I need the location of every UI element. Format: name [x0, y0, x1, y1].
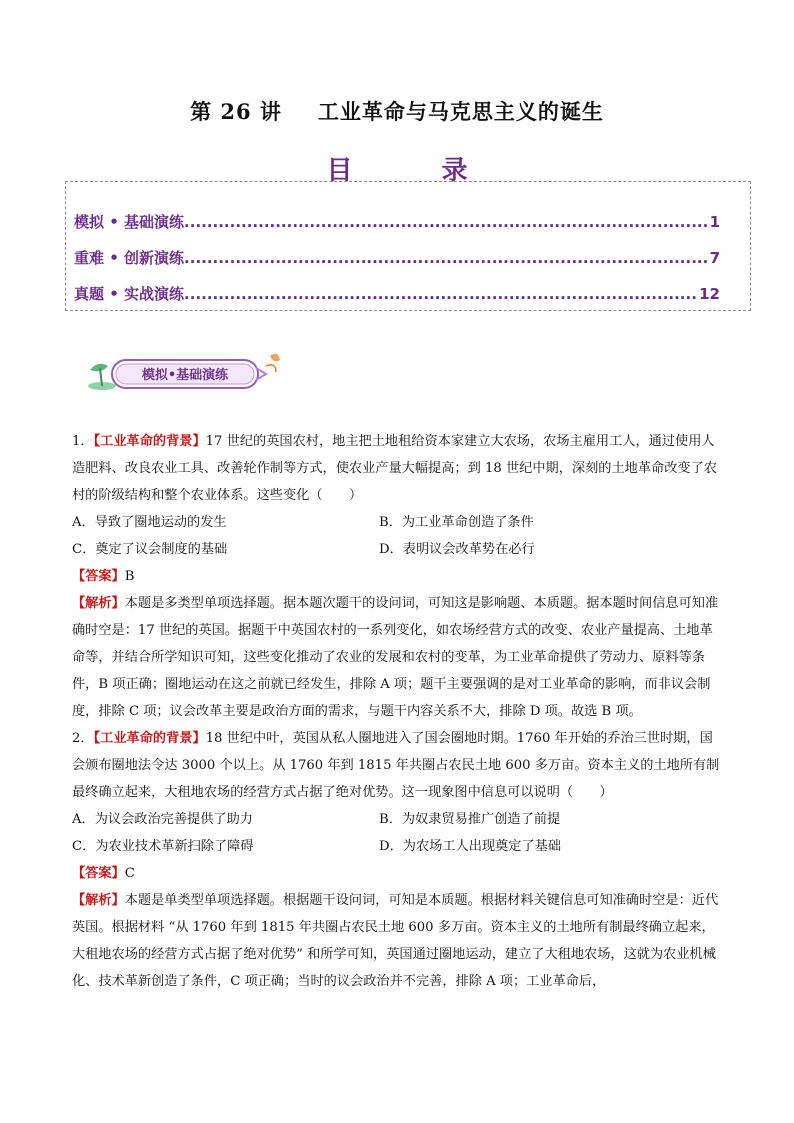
toc-entry-page: 7 [709, 249, 720, 267]
question-stem: 1．【工业革命的背景】17 世纪的英国农村，地主把土地租给资本家建立大农场，农场主雇用工人，通过使用人造肥料、改良农业工具、改善轮作制等方式，使农业产量大幅提高；到 18 世纪中期，深刻的土地革命改变了农村的阶级结构和整个农业体系。这些变化（ ） [72, 434, 717, 503]
option-c: C．奠定了议会制度的基础 [72, 542, 228, 557]
question-1 [72, 428, 724, 725]
question-2 [72, 725, 724, 995]
answer: 【答案】B [72, 569, 135, 584]
toc-leader-dots [184, 213, 708, 231]
toc-entry-label: 真题 • 实战演练 [74, 285, 185, 303]
options-row [72, 806, 724, 833]
question-content [72, 428, 724, 995]
toc-leader-dots [184, 285, 697, 303]
toc-entry-page: 1 [709, 213, 720, 231]
option-d: D．为农场工人出现奠定了基础 [379, 839, 562, 854]
options-row [72, 509, 724, 536]
toc-entry-1[interactable] [74, 211, 720, 232]
question-tag: 【工业革命的背景】 [93, 434, 206, 449]
answer: 【答案】C [72, 866, 135, 881]
options-row [72, 833, 724, 860]
page-title [0, 96, 794, 126]
section-badge-label: 模拟•基础演练 [141, 368, 229, 383]
toc-entry-2[interactable] [74, 247, 720, 268]
toc-entry-label: 重难 • 创新演练 [74, 249, 185, 267]
option-b: B．为奴隶贸易推广创造了前提 [379, 812, 561, 827]
analysis: 【解析】本题是多类型单项选择题。据本题次题干的设问词，可知这是影响题、本质题。据本题时间信息可知准确时空是：17 世纪的英国。据题干中英国农村的一系列变化，如农场经营方式的改变、农业产量提高、土地革命等，并结合所学知识可知，这些变化推动了农业的发展和农村的变革，为工业革命提供了劳动力、原料等条件，B 项正确；圈地运动在这之前就已经发生，排除 A 项；题干主要强调的是对工业革命的影响，而非议会制度，排除 C 项；议会改革主要是政治方面的需求，与题干内容关系不大，排除 D 项。故选 B 项。 [72, 596, 719, 719]
lecture-topic: 工业革命与马克思主义的诞生 [317, 99, 604, 124]
question-stem: 2．【工业革命的背景】18 世纪中叶，英国从私人圈地进入了国会圈地时期。1760 年开始的乔治三世时期，国会颁布圈地法令达 3000 个以上。从 1760 年到 1815 年共圈占农民土地 600 多万亩。资本主义的土地所有制最终确立起来，大租地农场的经营方式占据了绝对优势。这一现象图中信息可以说明（ ） [72, 731, 720, 800]
option-c: C．为农业技术革新扫除了障碍 [72, 839, 254, 854]
table-of-contents [65, 181, 751, 311]
options-row [72, 536, 724, 563]
analysis: 【解析】本题是单类型单项选择题。根据题干设问词，可知是本质题。根据材料关键信息可知准确时空是：近代英国。根据材料 “从 1760 年到 1815 年共圈占农民土地 600 多万亩。资本主义的土地所有制最终确立起来，大租地农场的经营方式占据了绝对优势” 和所学可知，英国通过圈地运动，建立了大租地农场，这就为农业机械化、技术革新创造了条件，C 项正确；当时的议会政治并不完善，排除 A 项；工业革命后， [72, 893, 719, 989]
question-tag: 【工业革命的背景】 [93, 731, 206, 746]
toc-leader-dots [184, 249, 708, 267]
toc-heading: 目 录 [326, 156, 508, 186]
toc-entry-page: 12 [699, 285, 720, 303]
option-d: D．表明议会改革势在必行 [379, 542, 535, 557]
option-a: A．为议会政治完善提供了助力 [72, 812, 253, 827]
option-b: B．为工业革命创造了条件 [379, 515, 534, 530]
feather-icon [270, 354, 280, 362]
toc-entry-label: 模拟 • 基础演练 [74, 213, 185, 231]
leaf-icon [90, 364, 108, 372]
toc-entry-3[interactable] [74, 283, 720, 304]
lecture-number: 第 26 讲 [190, 99, 282, 124]
option-a: A．导致了圈地运动的发生 [72, 515, 227, 530]
